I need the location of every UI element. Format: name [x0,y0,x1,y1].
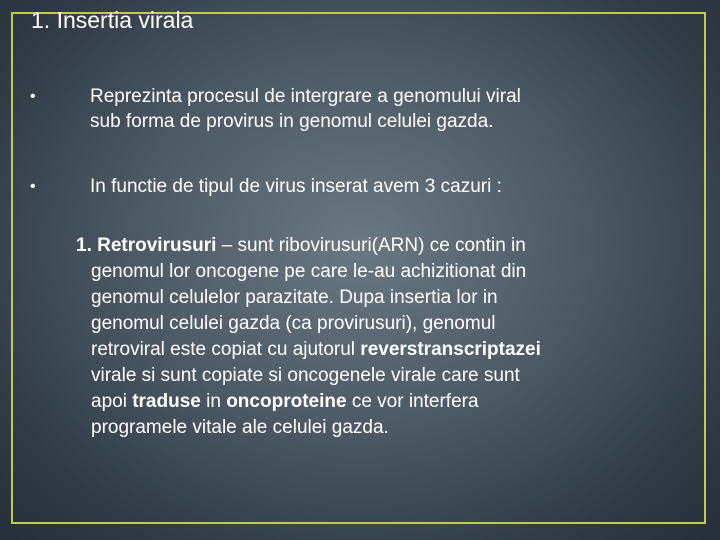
para-line-5 [76,337,686,363]
para-bold-reverstranscriptazei: reverstranscriptazei [360,339,541,360]
para-line-6: virale si sunt copiate si oncogenele virale care sunt [91,365,520,386]
bullet-text-1 [90,84,690,134]
para-bold-oncoproteine: oncoproteine [226,391,347,412]
para-line-1 [76,235,526,256]
para-line-4: genomul celulei gazda (ca provirusuri), genomul [91,313,496,334]
bullet-marker: • [30,178,36,195]
bullet-2-line-1: In functie de tipul de virus inserat avem 3 cazuri : [90,176,502,197]
retrovirus-paragraph [76,233,686,441]
para-line-3: genomul celulelor parazitate. Dupa insertia lor in [91,287,498,308]
para-line-7-mid: in [200,391,227,412]
slide-title: 1. Insertia virala [31,7,194,33]
para-lead-bold: 1. Retrovirusuri [76,235,217,256]
bullet-1-line-2: sub forma de provirus in genomul celulei gazda. [90,111,494,132]
para-line-5-pre: retroviral este copiat cu ajutorul [91,339,361,360]
para-line-8: programele vitale ale celulei gazda. [91,417,389,438]
para-line-7-post: ce vor interfera [346,391,479,412]
para-line-7 [76,389,686,415]
bullet-marker: • [30,88,36,105]
para-line-1-rest: – sunt ribovirusuri(ARN) ce contin in [216,235,526,256]
bullet-1-line-1: Reprezinta procesul de intergrare a genomului viral [90,86,521,107]
para-line-2: genomul lor oncogene pe care le-au achizitionat din [91,261,527,282]
para-line-7-pre: apoi [91,391,133,412]
para-bold-traduse: traduse [132,391,201,412]
bullet-text-2 [90,174,690,199]
